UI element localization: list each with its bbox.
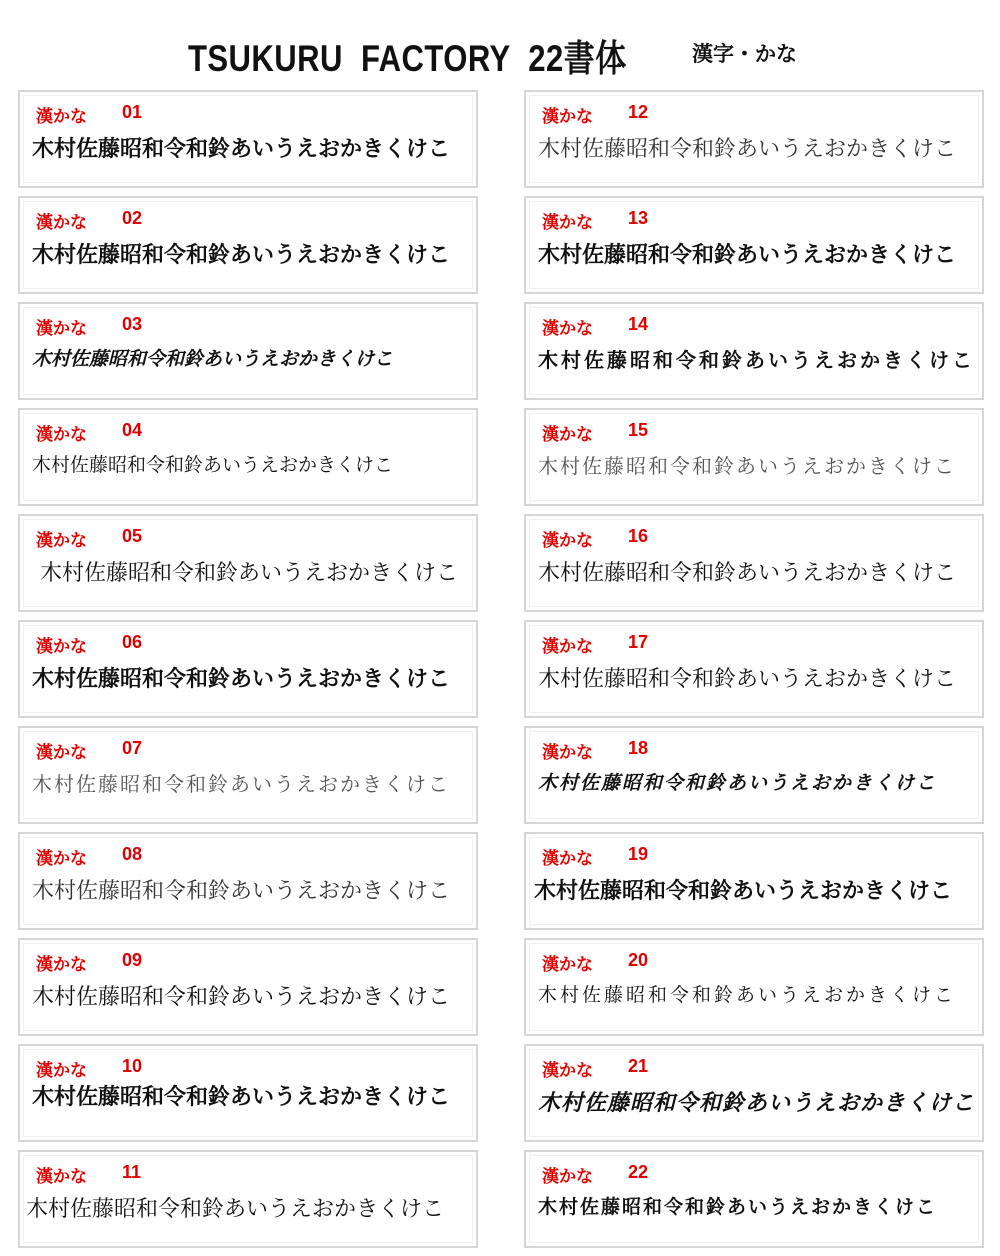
- font-card-number: 19: [628, 844, 649, 864]
- font-card-tag: 漢かな: [36, 955, 87, 975]
- font-card-tag: 漢かな: [542, 319, 593, 339]
- font-card-tag: 漢かな: [36, 213, 87, 233]
- font-card-09: [18, 938, 478, 1036]
- font-card-tag: 漢かな: [36, 1167, 87, 1187]
- font-card-number: 05: [122, 526, 143, 546]
- font-card-sample: 木村佐藤昭和令和鈴あいうえおかきくけこ: [32, 137, 451, 162]
- font-card-tag: 漢かな: [36, 531, 87, 551]
- font-card-tag: 漢かな: [542, 1061, 593, 1081]
- font-card-02: [18, 196, 478, 294]
- font-card-13: [524, 196, 984, 294]
- font-card-tag: 漢かな: [542, 743, 593, 763]
- font-card-tag: 漢かな: [542, 213, 593, 233]
- font-card-number: 11: [122, 1162, 142, 1182]
- font-card-number: 16: [628, 526, 649, 546]
- font-card-05: [18, 514, 478, 612]
- font-card-sample: 木村佐藤昭和令和鈴あいうえおかきくけこ: [32, 879, 451, 904]
- font-card-04: [18, 408, 478, 506]
- font-card-number: 10: [122, 1056, 143, 1076]
- font-card-11: [18, 1150, 478, 1248]
- font-card-tag: 漢かな: [36, 637, 87, 657]
- font-card-sample: 木村佐藤昭和令和鈴あいうえおかきくけこ: [538, 1196, 938, 1218]
- font-card-number: 22: [628, 1162, 649, 1182]
- font-card-sample: 木村佐藤昭和令和鈴あいうえおかきくけこ: [538, 454, 956, 478]
- font-card-tag: 漢かな: [36, 1061, 87, 1081]
- font-card-number: 07: [122, 738, 143, 758]
- font-card-number: 14: [628, 314, 649, 334]
- font-card-16: [524, 514, 984, 612]
- font-card-sample: 木村佐藤昭和令和鈴あいうえおかきくけこ: [534, 879, 953, 904]
- font-card-number: 20: [628, 950, 649, 970]
- font-card-number: 02: [122, 208, 143, 228]
- font-card-21: [524, 1044, 984, 1142]
- font-card-03: [18, 302, 478, 400]
- font-card-sample: 木村佐藤昭和令和鈴あいうえおかきくけこ: [538, 1091, 976, 1116]
- font-card-number: 08: [122, 844, 143, 864]
- font-card-sample: 木村佐藤昭和令和鈴あいうえおかきくけこ: [32, 772, 450, 796]
- font-card-12: [524, 90, 984, 188]
- font-card-sample: 木村佐藤昭和令和鈴あいうえおかきくけこ: [538, 667, 957, 692]
- font-card-06: [18, 620, 478, 718]
- font-card-20: [524, 938, 984, 1036]
- font-card-number: 03: [122, 314, 143, 334]
- font-card-tag: 漢かな: [36, 319, 87, 339]
- font-card-sample: 木村佐藤昭和令和鈴あいうえおかきくけこ: [538, 561, 957, 586]
- font-card-number: 21: [628, 1056, 649, 1076]
- font-card-sample: 木村佐藤昭和令和鈴あいうえおかきくけこ: [538, 242, 957, 268]
- font-card-tag: 漢かな: [542, 425, 593, 445]
- font-card-18: [524, 726, 984, 824]
- font-card-sample: 木村佐藤昭和令和鈴あいうえおかきくけこ: [40, 561, 459, 586]
- font-card-sample: 木村佐藤昭和令和鈴あいうえおかきくけこ: [32, 348, 394, 370]
- font-card-sample: 木村佐藤昭和令和鈴あいうえおかきくけこ: [32, 667, 451, 692]
- font-card-number: 01: [122, 102, 143, 122]
- font-card-tag: 漢かな: [542, 1167, 593, 1187]
- font-card-sample: 木村佐藤昭和令和鈴あいうえおかきくけこ: [538, 772, 938, 794]
- font-card-tag: 漢かな: [542, 637, 593, 657]
- font-card-15: [524, 408, 984, 506]
- font-card-number: 18: [628, 738, 649, 758]
- font-card-tag: 漢かな: [36, 743, 87, 763]
- font-card-number: 15: [628, 420, 649, 440]
- font-card-sample: 木村佐藤昭和令和鈴あいうえおかきくけこ: [538, 984, 957, 1006]
- font-card-08: [18, 832, 478, 930]
- font-card-sample: 木村佐藤昭和令和鈴あいうえおかきくけこ: [538, 137, 957, 162]
- font-card-number: 04: [122, 420, 143, 440]
- font-card-tag: 漢かな: [542, 531, 593, 551]
- font-card-01: [18, 90, 478, 188]
- font-card-tag: 漢かな: [542, 107, 593, 127]
- font-card-number: 17: [628, 632, 649, 652]
- font-card-tag: 漢かな: [36, 425, 87, 445]
- font-card-sample: 木村佐藤昭和令和鈴あいうえおかきくけこ: [32, 454, 394, 476]
- page-header: [0, 0, 1000, 90]
- font-card-number: 09: [122, 950, 143, 970]
- font-card-tag: 漢かな: [36, 107, 87, 127]
- font-card-22: [524, 1150, 984, 1248]
- font-card-07: [18, 726, 478, 824]
- font-card-tag: 漢かな: [542, 849, 593, 869]
- font-card-number: 06: [122, 632, 143, 652]
- font-card-sample: 木村佐藤昭和令和鈴あいうえおかきくけこ: [32, 243, 451, 268]
- page-subtitle: 漢字・かな: [692, 42, 797, 66]
- font-card-14: [524, 302, 984, 400]
- font-card-sample: 木村佐藤昭和令和鈴あいうえおかきくけこ: [26, 1197, 445, 1222]
- font-card-17: [524, 620, 984, 718]
- font-card-19: [524, 832, 984, 930]
- font-card-number: 13: [628, 208, 649, 228]
- font-card-sample: 木村佐藤昭和令和鈴あいうえおかきくけこ: [32, 1084, 451, 1110]
- font-card-tag: 漢かな: [36, 849, 87, 869]
- font-card-number: 12: [628, 102, 649, 122]
- font-card-10: [18, 1044, 478, 1142]
- font-card-tag: 漢かな: [542, 955, 593, 975]
- font-card-sample: 木村佐藤昭和令和鈴あいうえおかきくけこ: [32, 985, 451, 1010]
- page-title: TSUKURU FACTORY 22書体: [188, 38, 627, 79]
- font-card-sample: 木村佐藤昭和令和鈴あいうえおかきくけこ: [538, 348, 975, 372]
